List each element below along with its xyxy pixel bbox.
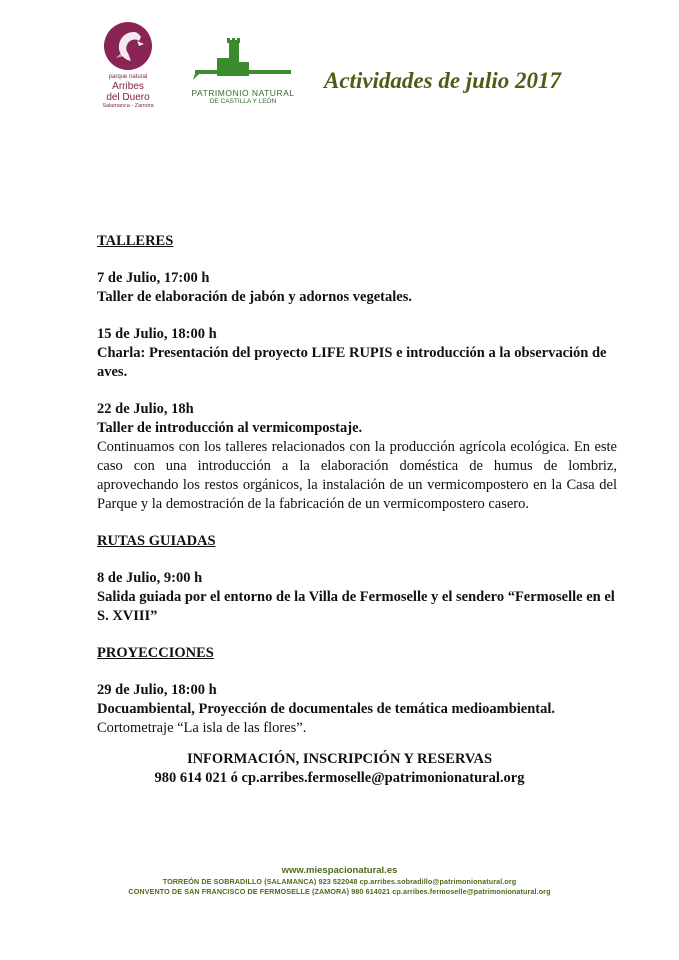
event-date: 15 de Julio, 18:00 h bbox=[97, 326, 217, 342]
patrimonio-natural-logo bbox=[188, 36, 298, 116]
event-description: Continuamos con los talleres relacionados con la producción agrícola ecológica. En este caso con una introducción a la elaboración doméstica de humus de lombriz, aprovechando los restos orgánicos, la instalación de un vermicompostero en la Casa del Parque y la demostración de la fabricación de un vermicompostero casero. bbox=[97, 439, 617, 512]
castle-tower-icon bbox=[191, 36, 295, 86]
activities-list bbox=[97, 232, 617, 756]
event-item bbox=[97, 325, 617, 382]
event-title: Salida guiada por el entorno de la Villa de Fermoselle y el sendero “Fermoselle en el S. XVIII” bbox=[97, 589, 615, 624]
footer bbox=[0, 864, 679, 897]
event-date: 8 de Julio, 9:00 h bbox=[97, 570, 203, 586]
event-title: Docuambiental, Proyección de documentales de temática medioambiental. bbox=[97, 701, 556, 717]
section-talleres bbox=[97, 232, 617, 514]
event-description: Cortometraje “La isla de las flores”. bbox=[97, 720, 307, 736]
parque-logo-line3: del Duero bbox=[106, 92, 150, 103]
event-title: Taller de introducción al vermicompostaje. bbox=[97, 420, 363, 436]
section-proyecciones bbox=[97, 644, 617, 738]
contact-line: 980 614 021 ó cp.arribes.fermoselle@patrimonionatural.org bbox=[154, 770, 525, 786]
event-title: Charla: Presentación del proyecto LIFE RUPIS e introducción a la observación de aves. bbox=[97, 345, 607, 380]
section-rutas-guiadas bbox=[97, 532, 617, 626]
vulture-emblem-icon bbox=[104, 22, 152, 70]
event-item bbox=[97, 569, 617, 626]
event-item bbox=[97, 269, 617, 307]
footer-address-2: CONVENTO DE SAN FRANCISCO DE FERMOSELLE (ZAMORA) 980 614021 cp.arribes.fermoselle@patrimonionatural.org bbox=[128, 887, 551, 896]
patrimonio-logo-name: PATRIMONIO NATURAL bbox=[191, 88, 295, 98]
parque-logo-line1: parque natural bbox=[108, 74, 148, 80]
event-date: 7 de Julio, 17:00 h bbox=[97, 270, 210, 286]
event-date: 22 de Julio, 18h bbox=[97, 401, 194, 417]
section-heading: TALLERES bbox=[97, 233, 174, 249]
section-heading: RUTAS GUIADAS bbox=[97, 533, 216, 549]
footer-website: www.miespacionatural.es bbox=[281, 865, 398, 876]
footer-address-1: TORREÓN DE SOBRADILLO (SALAMANCA) 923 522048 cp.arribes.sobradillo@patrimonionatural.org bbox=[162, 877, 517, 886]
parque-natural-logo bbox=[96, 22, 160, 122]
info-heading: INFORMACIÓN, INSCRIPCIÓN Y RESERVAS bbox=[186, 751, 493, 767]
section-heading: PROYECCIONES bbox=[97, 645, 214, 661]
event-date: 29 de Julio, 18:00 h bbox=[97, 682, 217, 698]
parque-logo-line2: Arribes bbox=[112, 81, 144, 92]
event-item bbox=[97, 681, 617, 738]
page-title: Actividades de julio 2017 bbox=[324, 68, 562, 93]
event-item bbox=[97, 400, 617, 514]
parque-logo-line4: Salamanca - Zamora bbox=[102, 103, 154, 109]
event-title: Taller de elaboración de jabón y adornos vegetales. bbox=[97, 289, 412, 305]
patrimonio-logo-sub: DE CASTILLA Y LEÓN bbox=[209, 98, 277, 105]
info-block bbox=[0, 750, 679, 788]
